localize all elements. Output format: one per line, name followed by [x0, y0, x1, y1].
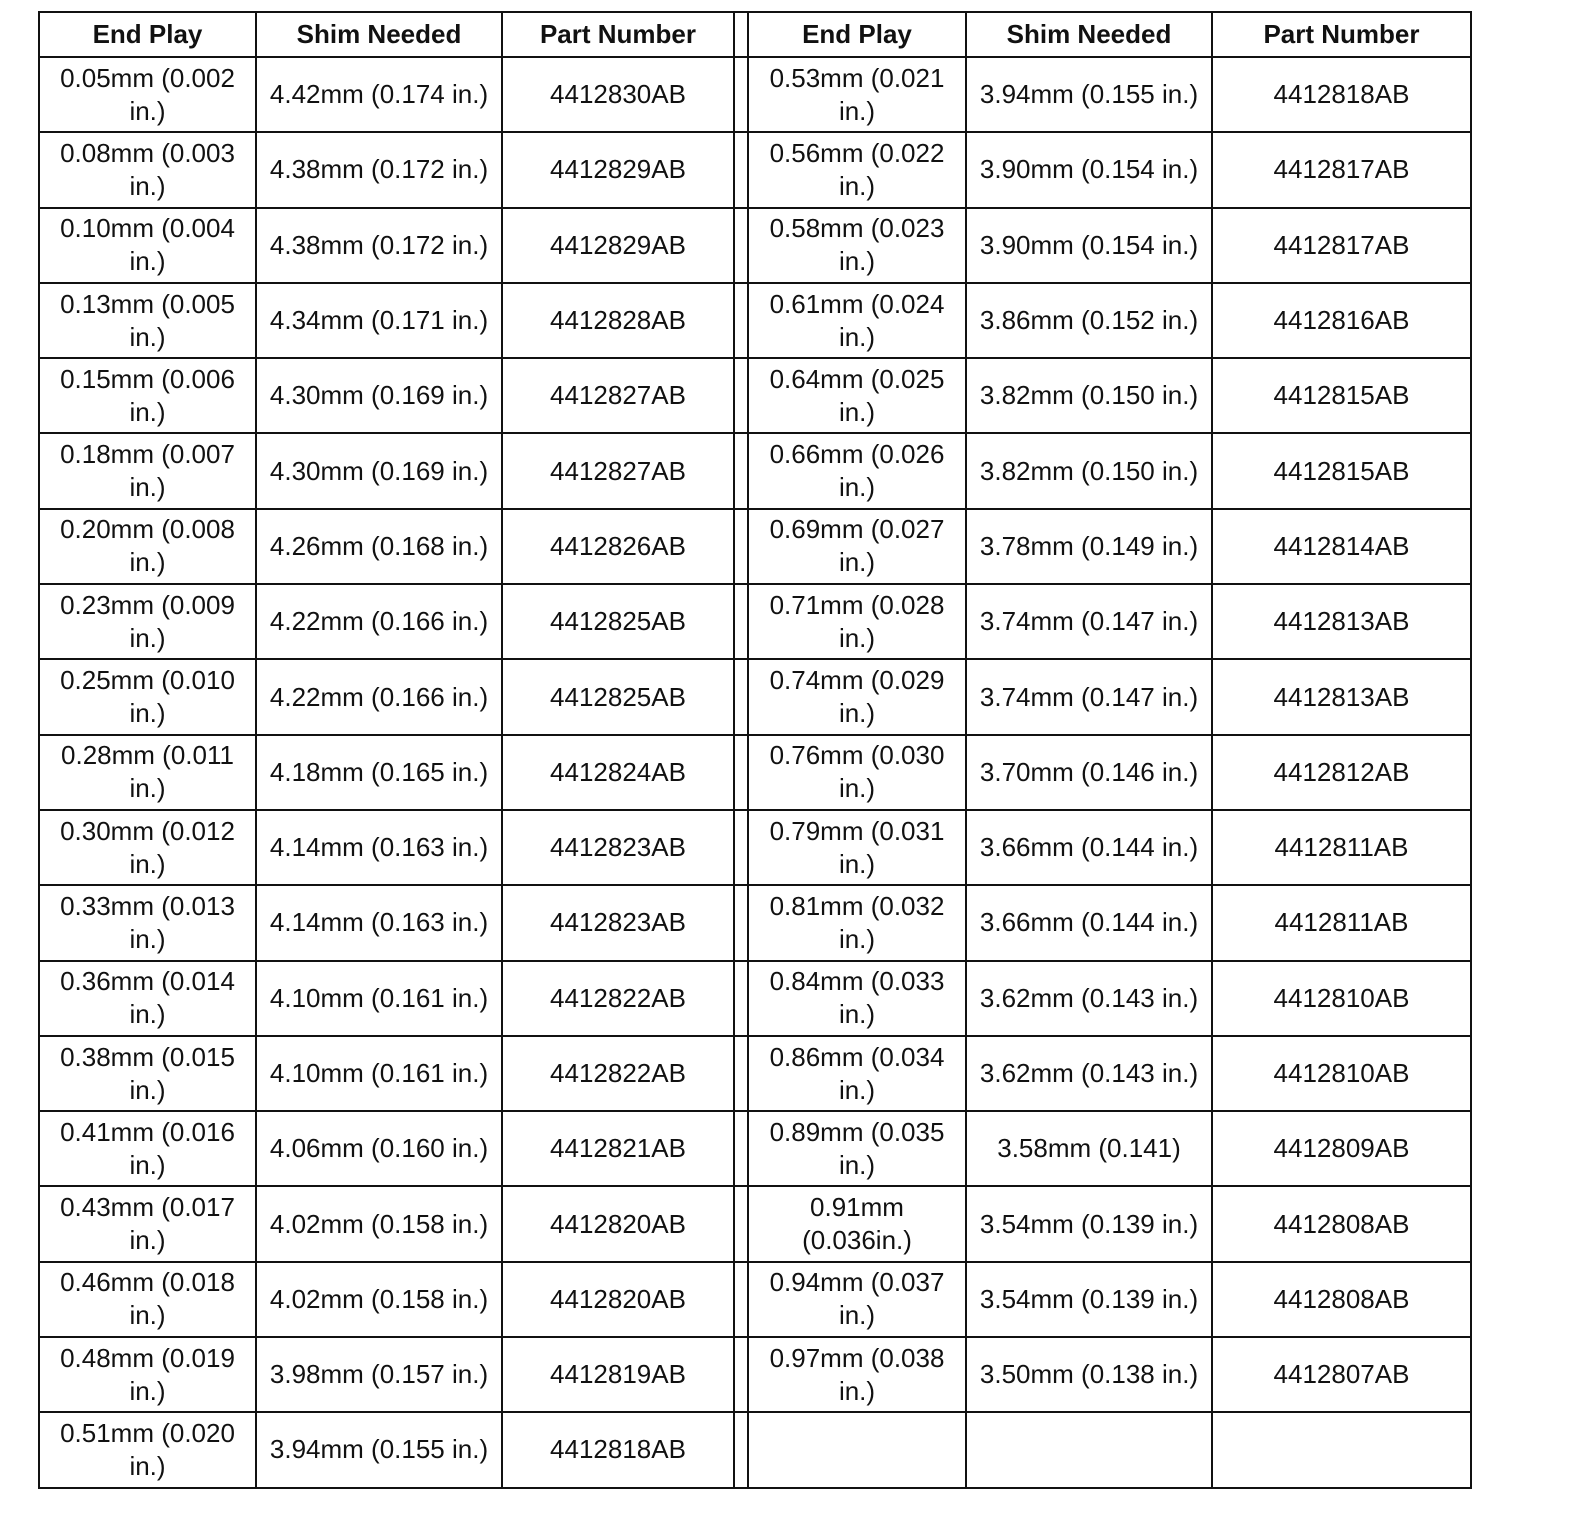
cell-right-part-number: 4412816AB: [1212, 283, 1471, 358]
cell-right-shim-needed: 3.82mm (0.150 in.): [966, 433, 1212, 508]
column-divider: [734, 433, 748, 508]
cell-left-end-play: 0.51mm (0.020 in.): [39, 1412, 256, 1487]
table-row: [39, 961, 1471, 1036]
table-row: [39, 810, 1471, 885]
column-divider: [734, 810, 748, 885]
cell-right-end-play: 0.97mm (0.038 in.): [748, 1337, 966, 1412]
cell-left-end-play: 0.05mm (0.002 in.): [39, 57, 256, 132]
cell-left-part-number: 4412825AB: [502, 659, 734, 734]
cell-right-part-number: 4412813AB: [1212, 584, 1471, 659]
cell-left-part-number: 4412819AB: [502, 1337, 734, 1412]
table-row: [39, 584, 1471, 659]
cell-left-shim-needed: 4.10mm (0.161 in.): [256, 961, 502, 1036]
cell-right-end-play: 0.64mm (0.025 in.): [748, 358, 966, 433]
cell-right-end-play: 0.66mm (0.026 in.): [748, 433, 966, 508]
table-row: [39, 1036, 1471, 1111]
column-divider: [734, 735, 748, 810]
cell-left-shim-needed: 4.38mm (0.172 in.): [256, 132, 502, 207]
header-shim-needed-left: Shim Needed: [256, 12, 502, 57]
cell-left-shim-needed: 4.38mm (0.172 in.): [256, 208, 502, 283]
column-divider: [734, 358, 748, 433]
header-shim-needed-right: Shim Needed: [966, 12, 1212, 57]
cell-right-end-play: [748, 1412, 966, 1487]
table-row: [39, 57, 1471, 132]
cell-left-part-number: 4412828AB: [502, 283, 734, 358]
column-divider: [734, 885, 748, 960]
cell-right-end-play: 0.94mm (0.037 in.): [748, 1262, 966, 1337]
table-row: [39, 509, 1471, 584]
cell-right-shim-needed: 3.70mm (0.146 in.): [966, 735, 1212, 810]
cell-right-part-number: 4412808AB: [1212, 1186, 1471, 1261]
table-row: [39, 885, 1471, 960]
cell-left-part-number: 4412829AB: [502, 132, 734, 207]
table-row: [39, 433, 1471, 508]
cell-right-end-play: 0.74mm (0.029 in.): [748, 659, 966, 734]
cell-right-shim-needed: 3.74mm (0.147 in.): [966, 584, 1212, 659]
cell-left-end-play: 0.28mm (0.011 in.): [39, 735, 256, 810]
cell-right-shim-needed: 3.86mm (0.152 in.): [966, 283, 1212, 358]
cell-left-end-play: 0.13mm (0.005 in.): [39, 283, 256, 358]
table-row: [39, 132, 1471, 207]
column-divider: [734, 283, 748, 358]
cell-left-part-number: 4412820AB: [502, 1186, 734, 1261]
cell-left-shim-needed: 3.94mm (0.155 in.): [256, 1412, 502, 1487]
cell-right-end-play: 0.89mm (0.035 in.): [748, 1111, 966, 1186]
cell-left-shim-needed: 4.02mm (0.158 in.): [256, 1186, 502, 1261]
shim-selection-table: [38, 11, 1472, 1489]
cell-right-part-number: 4412807AB: [1212, 1337, 1471, 1412]
column-divider: [734, 1262, 748, 1337]
cell-right-part-number: 4412813AB: [1212, 659, 1471, 734]
column-divider: [734, 961, 748, 1036]
header-row: [39, 12, 1471, 57]
cell-left-end-play: 0.30mm (0.012 in.): [39, 810, 256, 885]
cell-right-shim-needed: 3.90mm (0.154 in.): [966, 132, 1212, 207]
cell-right-shim-needed: 3.94mm (0.155 in.): [966, 57, 1212, 132]
header-end-play-left: End Play: [39, 12, 256, 57]
cell-right-part-number: 4412808AB: [1212, 1262, 1471, 1337]
cell-right-shim-needed: [966, 1412, 1212, 1487]
cell-left-end-play: 0.48mm (0.019 in.): [39, 1337, 256, 1412]
cell-right-end-play: 0.56mm (0.022 in.): [748, 132, 966, 207]
cell-right-shim-needed: 3.90mm (0.154 in.): [966, 208, 1212, 283]
cell-left-end-play: 0.20mm (0.008 in.): [39, 509, 256, 584]
cell-right-shim-needed: 3.54mm (0.139 in.): [966, 1186, 1212, 1261]
cell-left-shim-needed: 4.30mm (0.169 in.): [256, 433, 502, 508]
cell-right-part-number: 4412817AB: [1212, 132, 1471, 207]
column-divider: [734, 57, 748, 132]
cell-right-end-play: 0.61mm (0.024 in.): [748, 283, 966, 358]
cell-right-shim-needed: 3.66mm (0.144 in.): [966, 810, 1212, 885]
cell-right-shim-needed: 3.78mm (0.149 in.): [966, 509, 1212, 584]
table-row: [39, 1262, 1471, 1337]
cell-right-part-number: 4412817AB: [1212, 208, 1471, 283]
cell-right-part-number: 4412812AB: [1212, 735, 1471, 810]
cell-left-end-play: 0.18mm (0.007 in.): [39, 433, 256, 508]
cell-right-end-play: 0.84mm (0.033 in.): [748, 961, 966, 1036]
cell-right-shim-needed: 3.58mm (0.141): [966, 1111, 1212, 1186]
cell-left-part-number: 4412820AB: [502, 1262, 734, 1337]
cell-right-shim-needed: 3.54mm (0.139 in.): [966, 1262, 1212, 1337]
cell-left-shim-needed: 4.26mm (0.168 in.): [256, 509, 502, 584]
cell-right-part-number: 4412814AB: [1212, 509, 1471, 584]
cell-left-part-number: 4412829AB: [502, 208, 734, 283]
cell-right-end-play: 0.76mm (0.030 in.): [748, 735, 966, 810]
column-divider: [734, 12, 748, 57]
header-part-number-left: Part Number: [502, 12, 734, 57]
header-part-number-right: Part Number: [1212, 12, 1471, 57]
cell-right-shim-needed: 3.62mm (0.143 in.): [966, 1036, 1212, 1111]
header-end-play-right: End Play: [748, 12, 966, 57]
cell-right-shim-needed: 3.66mm (0.144 in.): [966, 885, 1212, 960]
cell-right-end-play: 0.79mm (0.031 in.): [748, 810, 966, 885]
cell-right-part-number: 4412810AB: [1212, 961, 1471, 1036]
cell-right-end-play: 0.53mm (0.021 in.): [748, 57, 966, 132]
column-divider: [734, 659, 748, 734]
cell-left-end-play: 0.08mm (0.003 in.): [39, 132, 256, 207]
cell-left-part-number: 4412830AB: [502, 57, 734, 132]
table-row: [39, 1412, 1471, 1487]
cell-right-shim-needed: 3.50mm (0.138 in.): [966, 1337, 1212, 1412]
cell-left-end-play: 0.15mm (0.006 in.): [39, 358, 256, 433]
cell-left-shim-needed: 4.34mm (0.171 in.): [256, 283, 502, 358]
cell-left-part-number: 4412822AB: [502, 1036, 734, 1111]
cell-right-part-number: 4412815AB: [1212, 358, 1471, 433]
cell-left-part-number: 4412823AB: [502, 810, 734, 885]
cell-left-part-number: 4412823AB: [502, 885, 734, 960]
column-divider: [734, 132, 748, 207]
cell-right-part-number: [1212, 1412, 1471, 1487]
cell-left-part-number: 4412821AB: [502, 1111, 734, 1186]
cell-right-part-number: 4412815AB: [1212, 433, 1471, 508]
cell-left-shim-needed: 4.22mm (0.166 in.): [256, 584, 502, 659]
cell-left-shim-needed: 4.42mm (0.174 in.): [256, 57, 502, 132]
table-body: [39, 57, 1471, 1488]
cell-left-end-play: 0.36mm (0.014 in.): [39, 961, 256, 1036]
table-row: [39, 1111, 1471, 1186]
column-divider: [734, 509, 748, 584]
cell-right-part-number: 4412811AB: [1212, 885, 1471, 960]
table-row: [39, 1337, 1471, 1412]
cell-left-end-play: 0.25mm (0.010 in.): [39, 659, 256, 734]
cell-right-end-play: 0.71mm (0.028 in.): [748, 584, 966, 659]
cell-right-part-number: 4412810AB: [1212, 1036, 1471, 1111]
cell-right-part-number: 4412818AB: [1212, 57, 1471, 132]
cell-right-end-play: 0.81mm (0.032 in.): [748, 885, 966, 960]
cell-left-end-play: 0.46mm (0.018 in.): [39, 1262, 256, 1337]
cell-left-end-play: 0.43mm (0.017 in.): [39, 1186, 256, 1261]
cell-right-end-play: 0.91mm (0.036in.): [748, 1186, 966, 1261]
cell-right-part-number: 4412809AB: [1212, 1111, 1471, 1186]
table-header: [39, 12, 1471, 57]
cell-right-end-play: 0.69mm (0.027 in.): [748, 509, 966, 584]
table-row: [39, 208, 1471, 283]
cell-right-shim-needed: 3.62mm (0.143 in.): [966, 961, 1212, 1036]
cell-right-end-play: 0.86mm (0.034 in.): [748, 1036, 966, 1111]
table-row: [39, 659, 1471, 734]
table-row: [39, 1186, 1471, 1261]
cell-left-shim-needed: 4.14mm (0.163 in.): [256, 885, 502, 960]
cell-left-end-play: 0.23mm (0.009 in.): [39, 584, 256, 659]
cell-left-shim-needed: 4.22mm (0.166 in.): [256, 659, 502, 734]
cell-left-shim-needed: 4.18mm (0.165 in.): [256, 735, 502, 810]
cell-left-part-number: 4412824AB: [502, 735, 734, 810]
cell-left-part-number: 4412822AB: [502, 961, 734, 1036]
column-divider: [734, 584, 748, 659]
table-row: [39, 358, 1471, 433]
column-divider: [734, 1337, 748, 1412]
column-divider: [734, 208, 748, 283]
cell-left-shim-needed: 4.14mm (0.163 in.): [256, 810, 502, 885]
cell-left-end-play: 0.38mm (0.015 in.): [39, 1036, 256, 1111]
table-row: [39, 735, 1471, 810]
column-divider: [734, 1186, 748, 1261]
cell-left-shim-needed: 3.98mm (0.157 in.): [256, 1337, 502, 1412]
shim-table-container: [38, 11, 1472, 1489]
table-row: [39, 283, 1471, 358]
cell-left-end-play: 0.10mm (0.004 in.): [39, 208, 256, 283]
cell-right-end-play: 0.58mm (0.023 in.): [748, 208, 966, 283]
cell-left-shim-needed: 4.30mm (0.169 in.): [256, 358, 502, 433]
cell-left-part-number: 4412827AB: [502, 433, 734, 508]
column-divider: [734, 1111, 748, 1186]
cell-right-shim-needed: 3.74mm (0.147 in.): [966, 659, 1212, 734]
cell-left-shim-needed: 4.06mm (0.160 in.): [256, 1111, 502, 1186]
cell-left-shim-needed: 4.10mm (0.161 in.): [256, 1036, 502, 1111]
column-divider: [734, 1412, 748, 1487]
cell-right-part-number: 4412811AB: [1212, 810, 1471, 885]
cell-left-part-number: 4412827AB: [502, 358, 734, 433]
cell-left-part-number: 4412826AB: [502, 509, 734, 584]
cell-right-shim-needed: 3.82mm (0.150 in.): [966, 358, 1212, 433]
column-divider: [734, 1036, 748, 1111]
cell-left-shim-needed: 4.02mm (0.158 in.): [256, 1262, 502, 1337]
cell-left-part-number: 4412818AB: [502, 1412, 734, 1487]
cell-left-end-play: 0.41mm (0.016 in.): [39, 1111, 256, 1186]
cell-left-part-number: 4412825AB: [502, 584, 734, 659]
cell-left-end-play: 0.33mm (0.013 in.): [39, 885, 256, 960]
